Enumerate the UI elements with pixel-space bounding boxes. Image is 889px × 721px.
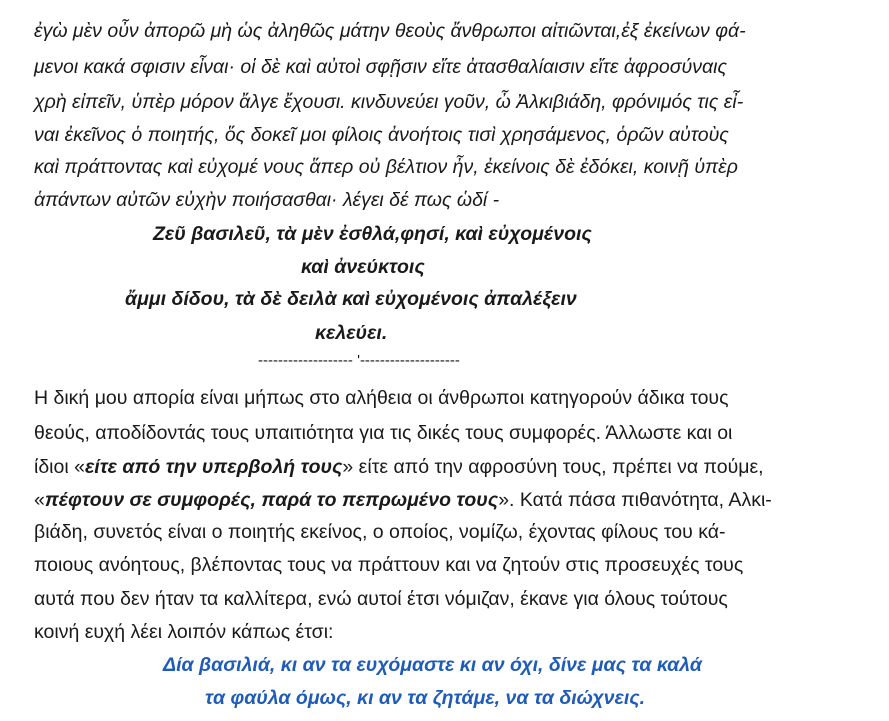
modern-verse-line: τα φαύλα όμως, κι αν τα ζητάμε, να τα διώχνεις. — [205, 687, 646, 709]
emphasized-phrase: είτε από την υπερβολή τους — [84, 456, 343, 478]
ancient-text-line: καὶ πράττοντας καὶ εὐχομέ νους ἅπερ οὐ βέλτιον ἦν, ἐκείνοις δὲ ἐδόκει, κοινῇ ὑπὲρ — [34, 156, 738, 178]
ancient-text-line: χρὴ εἰπεῖν, ὑπὲρ μόρον ἄλγε ἔχουσι. κινδυνεύει γοῦν, ὦ Ἀλκιβιάδη, φρόνιμός τις εἶ- — [34, 91, 744, 113]
modern-text-line: θεούς, αποδίδοντάς τους υπαιτιότητα για τις δικές τους συμφορές. Άλλωστε και οι — [34, 422, 733, 444]
modern-text-line — [34, 455, 764, 479]
section-separator: ------------------- '-------------------- — [258, 352, 460, 369]
modern-verse-line: Δία βασιλιά, κι αν τα ευχόμαστε κι αν όχι, δίνε μας τα καλά — [163, 654, 702, 676]
modern-text-line: Η δική μου απορία είναι μήπως στο αλήθεια οι άνθρωποι κατηγορούν άδικα τους — [34, 387, 729, 409]
modern-text-line: ποιους ανόητους, βλέποντας τους να πράττουν και να ζητούν στις προσευχές τους — [34, 554, 744, 576]
ancient-verse-line: κελεύει. — [315, 322, 388, 344]
modern-text-segment: « — [34, 489, 45, 511]
ancient-text-line: μενοι κακά σφισιν εἶναι· οἱ δὲ καὶ αὐτοὶ σφῇσιν εἴτε ἀτασθαλίαισιν εἴτε ἀφροσύναις — [34, 56, 727, 78]
modern-text-line — [34, 488, 772, 512]
modern-text-line: κοινή ευχή λέει λοιπόν κάπως έτσι: — [34, 621, 334, 643]
ancient-verse-line: Ζεῦ βασιλεῦ, τὰ μὲν ἐσθλά,φησί, καὶ εὐχομένοις — [153, 223, 592, 245]
modern-text-line: αυτά που δεν ήταν τα καλλίτερα, ενώ αυτοί έτσι νόμιζαν, έκανε για όλους τούτους — [34, 588, 728, 610]
modern-text-line: βιάδη, συνετός είναι ο ποιητής εκείνος, ο οποίος, νομίζω, έχοντας φίλους του κά- — [34, 521, 726, 543]
ancient-text-line: ἁπάντων αὐτῶν εὐχὴν ποιήσασθαι· λέγει δέ πως ὡδί - — [34, 189, 500, 211]
ancient-verse-line: ἄμμι δίδου, τὰ δὲ δειλὰ καὶ εὐχομένοις ἀπαλέξειν — [125, 288, 577, 310]
ancient-text-line: ναι ἐκεῖνος ὁ ποιητής, ὅς δοκεῖ μοι φίλοις ἀνοήτοις τισὶ χρησάμενος, ὁρῶν αὐτοὺς — [34, 124, 729, 146]
modern-text-segment: ». Κατά πάσα πιθανότητα, Αλκι- — [498, 489, 772, 511]
modern-text-segment: » είτε από την αφροσύνη τους, πρέπει να πούμε, — [342, 456, 764, 478]
emphasized-phrase: πέφτουν σε συμφορές, παρά το πεπρωμένο τους — [44, 489, 499, 511]
ancient-verse-line: καὶ ἀνεύκτοις — [301, 256, 425, 278]
modern-text-segment: ίδιοι « — [34, 456, 85, 478]
ancient-text-line: ἐγὼ μὲν οὖν ἀπορῶ μὴ ὡς ἀληθῶς μάτην θεοὺς ἄνθρωποι αἰτιῶνται,ἐξ ἐκείνων φά- — [34, 20, 746, 42]
